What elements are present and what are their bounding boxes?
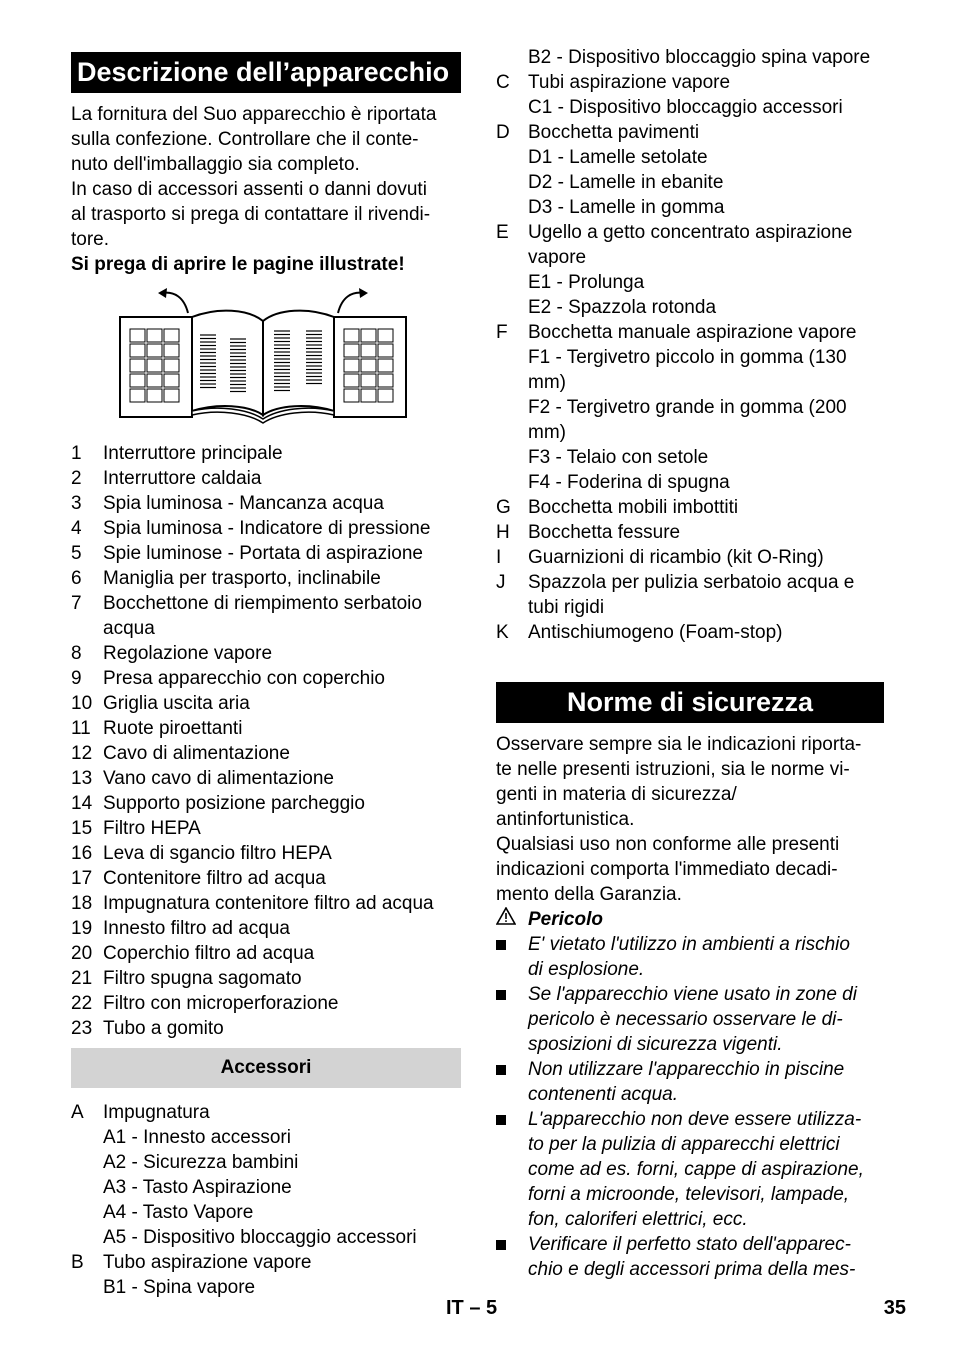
item-label: Antischiumogeno (Foam-stop) (528, 622, 783, 643)
item-label: Regolazione vapore (103, 643, 273, 664)
list-item (71, 866, 461, 891)
intro-line: La fornitura del Suo apparecchio è riportata (71, 104, 437, 125)
accessory-subitem: D3 - Lamelle in gomma (528, 197, 725, 218)
item-label: Interruttore principale (103, 443, 283, 464)
item-label: Innesto filtro ad acqua (103, 918, 290, 939)
list-item (496, 320, 884, 345)
item-number: 8 (71, 643, 82, 664)
accessory-label: Tubo aspirazione vapore (103, 1252, 312, 1273)
safety-line: Osservare sempre sia le indicazioni riporta- (496, 734, 862, 755)
list-item (71, 466, 461, 491)
page-info: IT – 5 (446, 1297, 498, 1319)
item-letter: C (496, 72, 510, 93)
item-label: Bocchetta mobili imbottiti (528, 497, 739, 518)
item-label: Spia luminosa - Indicatore di pressione (103, 518, 431, 539)
list-item (71, 816, 461, 841)
accessory-b (71, 1250, 461, 1275)
accessory-a-subitems (71, 1125, 461, 1250)
list-item (71, 666, 461, 691)
item-number: 9 (71, 668, 82, 689)
bullet-line: contenenti acqua. (528, 1084, 679, 1105)
item-number: 23 (71, 1018, 93, 1039)
bullet-line: sposizioni di sicurezza vigenti. (528, 1034, 783, 1055)
bullet-item (496, 1232, 884, 1282)
list-item (71, 791, 461, 816)
item-number: 13 (71, 768, 93, 789)
safety-line: te nelle presenti istruzioni, sia le norme vi- (496, 759, 850, 780)
intro-line: sulla confezione. Controllare che il conte- (71, 129, 419, 150)
item-label: Guarnizioni di ricambio (kit O-Ring) (528, 547, 824, 568)
item-letter: H (496, 522, 510, 543)
item-label: Impugnatura contenitore filtro ad acqua (103, 893, 434, 914)
item-number: 3 (71, 493, 82, 514)
bullet-line: Se l'apparecchio viene usato in zone di (528, 984, 857, 1005)
list-item (71, 541, 461, 566)
list-item (71, 741, 461, 766)
intro-line: al trasporto si prega di contattare il rivendi- (71, 204, 431, 225)
page-footer (0, 1296, 954, 1326)
section-heading-safety: Norme di sicurezza (496, 682, 884, 723)
item-label: Ruote piroettanti (103, 718, 243, 739)
bullet-item (496, 932, 884, 982)
list-item (71, 691, 461, 716)
accessory-subitem: B2 - Dispositivo bloccaggio spina vapore (528, 47, 871, 68)
list-item (71, 766, 461, 791)
item-number: 10 (71, 693, 93, 714)
accessory-letter: A (71, 1102, 84, 1123)
list-item (496, 545, 884, 570)
list-item (71, 716, 461, 741)
item-number: 7 (71, 593, 82, 614)
item-letter: K (496, 622, 509, 643)
list-item (496, 570, 884, 620)
bullet-line: Verificare il perfetto stato dell'apparec- (528, 1234, 851, 1255)
safety-paragraph (496, 732, 884, 907)
item-letter: F (496, 322, 508, 343)
item-label: Griglia uscita aria (103, 693, 250, 714)
bullet-item (496, 1057, 884, 1107)
accessories-list-continued (496, 70, 884, 645)
bullet-item (496, 982, 884, 1057)
list-item (496, 620, 884, 645)
item-label: Tubo a gomito (103, 1018, 224, 1039)
list-item (71, 941, 461, 966)
bullet-square-icon (496, 932, 528, 982)
item-label: Interruttore caldaia (103, 468, 262, 489)
item-letter: G (496, 497, 511, 518)
parts-list (71, 441, 461, 1041)
item-number: 22 (71, 993, 93, 1014)
danger-label: Pericolo (528, 909, 603, 930)
list-item (71, 641, 461, 666)
item-number: 14 (71, 793, 93, 814)
safety-line: genti in materia di sicurezza/ (496, 784, 737, 805)
bullet-line: pericolo è necessario osservare le di- (528, 1009, 843, 1030)
intro-line: tore. (71, 229, 110, 250)
danger-warning (496, 907, 884, 932)
item-label: Contenitore filtro ad acqua (103, 868, 326, 889)
item-label: Cavo di alimentazione (103, 743, 290, 764)
item-number: 15 (71, 818, 93, 839)
accessory-letter: B (71, 1252, 84, 1273)
bullet-line: fon, caloriferi elettrici, ecc. (528, 1209, 748, 1230)
item-number: 17 (71, 868, 93, 889)
item-number: 19 (71, 918, 93, 939)
bullet-line: E' vietato l'utilizzo in ambienti a rischio (528, 934, 850, 955)
accessory-subitem: A4 - Tasto Vapore (103, 1202, 254, 1223)
page-number: 35 (883, 1297, 906, 1319)
item-label: Spia luminosa - Mancanza acqua (103, 493, 384, 514)
accessory-a (71, 1100, 461, 1125)
item-letter: E (496, 222, 509, 243)
item-number: 21 (71, 968, 93, 989)
bullet-line: L'apparecchio non deve essere utilizza- (528, 1109, 862, 1130)
accessory-subitem: D1 - Lamelle setolate (528, 147, 708, 168)
accessory-label: Impugnatura (103, 1102, 210, 1123)
accessory-subitem: F1 - Tergivetro piccolo in gomma (130 mm) (528, 347, 847, 393)
accessory-subitem: A5 - Dispositivo bloccaggio accessori (103, 1227, 417, 1248)
item-number: 2 (71, 468, 82, 489)
bullet-text (528, 932, 850, 982)
accessories-heading: Accessori (71, 1048, 461, 1088)
item-number: 16 (71, 843, 93, 864)
accessory-subitem: D2 - Lamelle in ebanite (528, 172, 724, 193)
left-column (71, 45, 461, 1300)
item-label: Filtro spugna sagomato (103, 968, 302, 989)
bullet-text (528, 1057, 844, 1107)
list-item (71, 991, 461, 1016)
list-item (71, 841, 461, 866)
item-label: Bocchettone di riempimento serbatoio acqua (103, 593, 422, 639)
accessory-subitem: F4 - Foderina di spugna (528, 472, 730, 493)
item-number: 12 (71, 743, 93, 764)
bullet-line: Non utilizzare l'apparecchio in piscine (528, 1059, 845, 1080)
intro-line: In caso di accessori assenti o danni dovuti (71, 179, 427, 200)
safety-line: antinfortunistica. (496, 809, 635, 830)
item-label: Bocchetta fessure (528, 522, 681, 543)
accessory-subitem: E1 - Prolunga (528, 272, 645, 293)
list-item (71, 491, 461, 516)
bullet-square-icon (496, 1232, 528, 1282)
list-item (496, 220, 884, 270)
list-item (71, 516, 461, 541)
right-column (496, 45, 884, 1282)
list-item (71, 1016, 461, 1041)
item-label: Ugello a getto concentrato aspirazione vapore (528, 222, 853, 268)
bullet-square-icon (496, 1107, 528, 1232)
safety-line: indicazioni comporta l'immediato decadi- (496, 859, 838, 880)
bullet-line: forni a microonde, televisori, lampade, (528, 1184, 850, 1205)
item-label: Presa apparecchio con coperchio (103, 668, 386, 689)
list-item (71, 566, 461, 591)
bullet-line: di esplosione. (528, 959, 645, 980)
item-number: 11 (71, 718, 91, 739)
safety-line: Qualsiasi uso non conforme alle presenti (496, 834, 840, 855)
accessory-subitem: E2 - Spazzola rotonda (528, 297, 717, 318)
item-number: 18 (71, 893, 93, 914)
accessory-subitem: A2 - Sicurezza bambini (103, 1152, 299, 1173)
bullet-line: come ad es. forni, cappe di aspirazione, (528, 1159, 864, 1180)
warning-triangle-icon (496, 907, 528, 932)
item-label: Tubi aspirazione vapore (528, 72, 731, 93)
item-number: 5 (71, 543, 82, 564)
list-item (71, 966, 461, 991)
open-pages-note: Si prega di aprire le pagine illustrate! (71, 254, 405, 275)
item-letter: J (496, 572, 506, 593)
list-item (496, 495, 884, 520)
item-label: Bocchetta pavimenti (528, 122, 700, 143)
open-book-illustration (71, 287, 461, 427)
item-label: Supporto posizione parcheggio (103, 793, 365, 814)
accessory-subitem: F2 - Tergivetro grande in gomma (200 mm) (528, 397, 847, 443)
bullet-square-icon (496, 1057, 528, 1107)
list-item (496, 120, 884, 145)
accessory-subitem: C1 - Dispositivo bloccaggio accessori (528, 97, 843, 118)
item-letter: D (496, 122, 510, 143)
accessory-subitem: A1 - Innesto accessori (103, 1127, 291, 1148)
open-book-icon (118, 287, 408, 427)
safety-line: mento della Garanzia. (496, 884, 682, 905)
list-item (71, 441, 461, 466)
item-number: 1 (71, 443, 82, 464)
item-label: Leva di sgancio filtro HEPA (103, 843, 332, 864)
safety-bullets (496, 932, 884, 1282)
list-item (71, 916, 461, 941)
item-label: Coperchio filtro ad acqua (103, 943, 315, 964)
item-label: Spie luminose - Portata di aspirazione (103, 543, 424, 564)
accessory-subitem: F3 - Telaio con setole (528, 447, 709, 468)
bullet-text (528, 1232, 855, 1282)
intro-paragraph (71, 102, 461, 252)
item-label: Filtro HEPA (103, 818, 201, 839)
bullet-item (496, 1107, 884, 1232)
bullet-square-icon (496, 982, 528, 1057)
bullet-line: chio e degli accessori prima della mes- (528, 1259, 856, 1280)
item-label: Maniglia per trasporto, inclinabile (103, 568, 381, 589)
list-item (71, 891, 461, 916)
item-number: 6 (71, 568, 82, 589)
item-number: 20 (71, 943, 93, 964)
list-item (496, 520, 884, 545)
bullet-text (528, 982, 857, 1057)
item-letter: I (496, 547, 502, 568)
item-number: 4 (71, 518, 82, 539)
bullet-text (528, 1107, 864, 1232)
item-label: Vano cavo di alimentazione (103, 768, 334, 789)
section-heading-description: Descrizione dell’apparecchio (71, 52, 461, 93)
bullet-line: to per la pulizia di apparecchi elettrici (528, 1134, 840, 1155)
item-label: Filtro con microperforazione (103, 993, 339, 1014)
accessory-subitem: A3 - Tasto Aspirazione (103, 1177, 292, 1198)
intro-line: nuto dell'imballaggio sia completo. (71, 154, 360, 175)
list-item (71, 591, 461, 641)
item-label: Bocchetta manuale aspirazione vapore (528, 322, 857, 343)
accessory-subitem: B1 - Spina vapore (103, 1277, 256, 1298)
item-label: Spazzola per pulizia serbatoio acqua e tubi rigidi (528, 572, 855, 618)
list-item (496, 70, 884, 95)
